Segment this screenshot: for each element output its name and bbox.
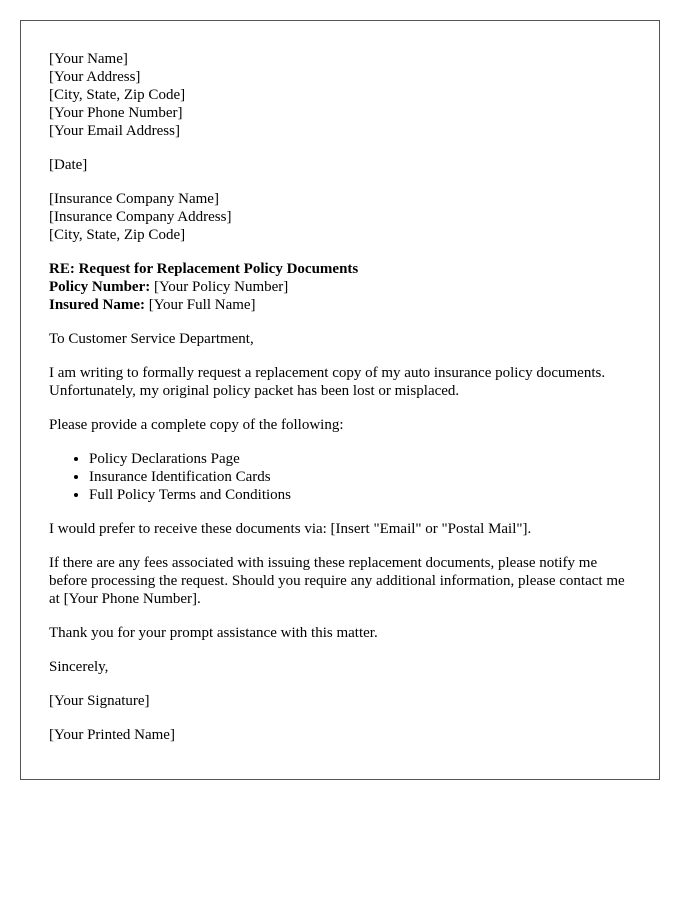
sender-email: [Your Email Address] — [49, 123, 180, 139]
body-paragraph-3: I would prefer to receive these documents via: [Insert "Email" or "Postal Mail"]. — [49, 521, 532, 537]
body-paragraph-1: I am writing to formally request a replacement copy of my auto insurance policy documents. Unfortunately, my original policy packet has been lost or misplaced. — [49, 365, 606, 399]
sender-block — [49, 50, 631, 140]
list-item: • Insurance Identification Cards — [89, 468, 631, 486]
list-item: • Policy Declarations Page — [89, 450, 631, 468]
recipient-company-name: [Insurance Company Name] — [49, 191, 219, 207]
closing-signature: [Your Signature] — [49, 693, 150, 709]
sender-address: [Your Address] — [49, 69, 141, 85]
letter-page — [20, 20, 660, 780]
sender-city-state-zip: [City, State, Zip Code] — [49, 87, 186, 103]
body-paragraph-5: Thank you for your prompt assistance with this matter. — [49, 625, 378, 641]
body-paragraph-4: If there are any fees associated with issuing these replacement documents, please notify me before processing the request. Should you require any additional information, please contact me at [Your Phone Number]. — [49, 555, 625, 607]
policy-number-value: [Your Policy Number] — [150, 279, 289, 295]
policy-number-label: Policy Number: — [49, 279, 151, 295]
insured-name-label: Insured Name: — [49, 297, 145, 313]
date-block — [49, 156, 631, 174]
subject-block — [49, 260, 631, 314]
policy-number-line — [49, 278, 631, 296]
sender-name: [Your Name] — [49, 51, 128, 67]
insured-name-line — [49, 296, 631, 314]
recipient-block — [49, 190, 631, 244]
salutation: To Customer Service Department, — [49, 331, 254, 347]
recipient-company-address: [Insurance Company Address] — [49, 209, 232, 225]
letter-date: [Date] — [49, 157, 88, 173]
subject-re-line: RE: Request for Replacement Policy Documents — [49, 261, 359, 277]
insured-name-value: [Your Full Name] — [144, 297, 256, 313]
list-item: • Full Policy Terms and Conditions — [89, 486, 631, 504]
closing-printed-name: [Your Printed Name] — [49, 727, 175, 743]
closing-sign-off: Sincerely, — [49, 659, 109, 675]
sender-phone: [Your Phone Number] — [49, 105, 183, 121]
recipient-city-state-zip: [City, State, Zip Code] — [49, 227, 186, 243]
body-paragraph-2: Please provide a complete copy of the following: — [49, 417, 344, 433]
document-list — [49, 450, 631, 504]
